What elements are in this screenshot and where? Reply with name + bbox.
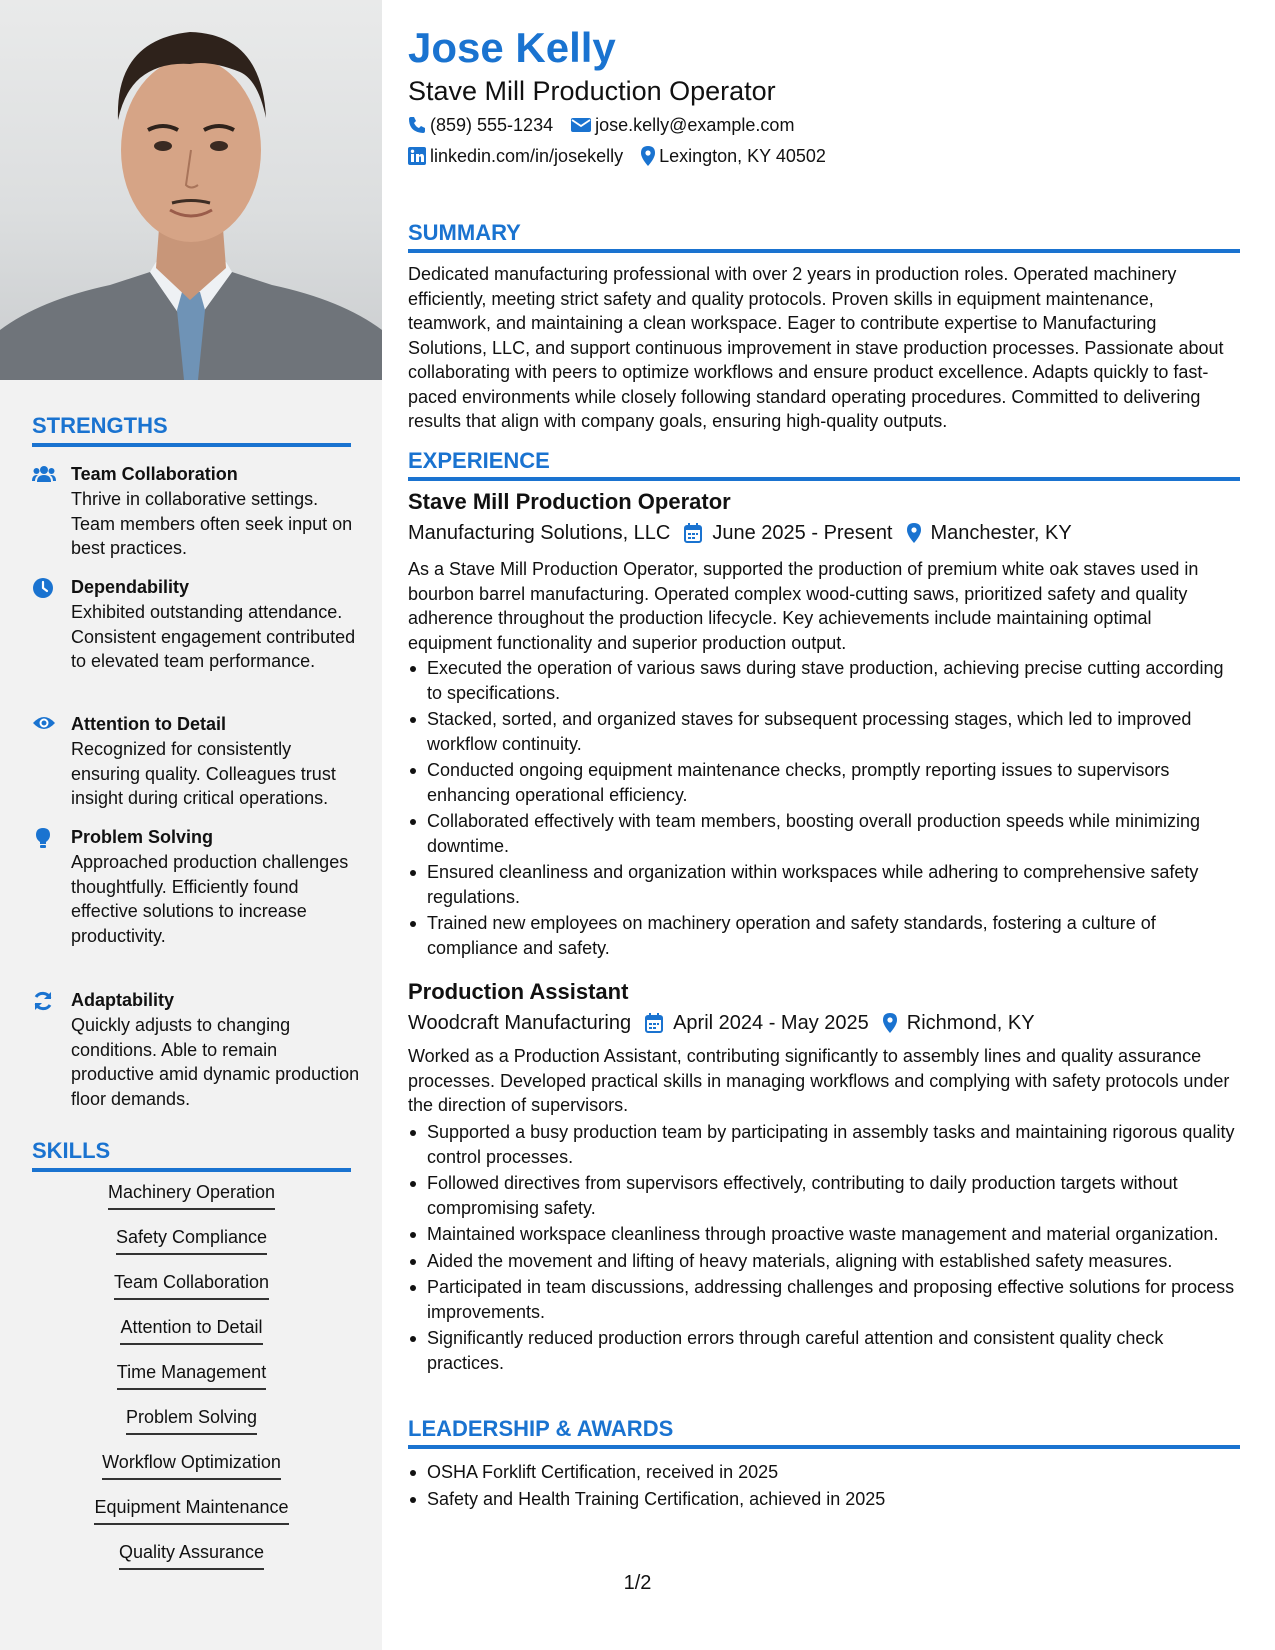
lightbulb-icon <box>32 827 56 849</box>
phone-icon <box>408 116 426 134</box>
strength-description: Thrive in collaborative settings. Team members often seek input on best practices. <box>71 489 353 558</box>
sidebar <box>0 0 382 1650</box>
job-location: Manchester, KY <box>907 520 1072 546</box>
list-item: OSHA Forklift Certification, received in 2025 <box>408 1460 1240 1485</box>
job-dates: April 2024 - May 2025 <box>645 1010 869 1036</box>
skill-item: Team Collaboration <box>32 1270 351 1315</box>
company-name: Manufacturing Solutions, LLC <box>408 522 671 544</box>
eye-icon <box>32 714 56 736</box>
phone-text: (859) 555-1234 <box>430 115 554 135</box>
job-bullets <box>408 656 1240 962</box>
profile-photo <box>0 0 382 380</box>
skills-heading: SKILLS <box>32 1138 351 1172</box>
list-item: Safety and Health Training Certification, achieved in 2025 <box>408 1487 1240 1512</box>
refresh-icon <box>32 990 56 1012</box>
experience-heading: EXPERIENCE <box>408 448 1240 481</box>
candidate-name: Jose Kelly <box>408 24 616 71</box>
list-item: Collaborated effectively with team members, boosting overall production speeds while minimizing downtime. <box>408 809 1240 858</box>
users-icon <box>32 464 56 486</box>
strength-title: Attention to Detail <box>71 714 226 734</box>
skill-item: Machinery Operation <box>32 1180 351 1225</box>
list-item: Supported a busy production team by participating in assembly tasks and maintaining rigorous quality control processes. <box>408 1120 1240 1169</box>
skill-item: Safety Compliance <box>32 1225 351 1270</box>
email-text: jose.kelly@example.com <box>595 115 795 135</box>
linkedin-icon <box>408 147 426 165</box>
strengths-heading: STRENGTHS <box>32 413 351 447</box>
location-text: Lexington, KY 40502 <box>659 146 826 166</box>
calendar-icon <box>645 1013 663 1033</box>
list-item: Aided the movement and lifting of heavy materials, aligning with established safety measures. <box>408 1249 1240 1274</box>
skills-list <box>32 1180 351 1585</box>
awards-heading: LEADERSHIP & AWARDS <box>408 1416 1240 1449</box>
job-dates: June 2025 - Present <box>684 520 892 546</box>
location-contact <box>641 144 826 168</box>
candidate-title: Stave Mill Production Operator <box>408 76 776 106</box>
list-item: Executed the operation of various saws during stave production, achieving precise cutting according to specifications. <box>408 656 1240 705</box>
awards-list <box>408 1460 1240 1513</box>
envelope-icon <box>571 117 591 133</box>
job-bullets <box>408 1120 1240 1377</box>
list-item: Trained new employees on machinery operation and safety standards, fostering a culture of compliance and safety. <box>408 911 1240 960</box>
linkedin-text: linkedin.com/in/josekelly <box>430 146 624 166</box>
list-item: Ensured cleanliness and organization within workspaces while adhering to comprehensive safety regulations. <box>408 860 1240 909</box>
strength-title: Dependability <box>71 577 190 597</box>
strength-title: Team Collaboration <box>71 464 238 484</box>
clock-icon <box>32 577 56 599</box>
calendar-icon <box>684 523 702 543</box>
map-pin-icon <box>907 523 921 543</box>
skill-item: Quality Assurance <box>32 1540 351 1585</box>
strength-title: Adaptability <box>71 990 175 1010</box>
skill-item: Workflow Optimization <box>32 1450 351 1495</box>
job-meta <box>408 520 1086 546</box>
job-title: Stave Mill Production Operator <box>408 489 731 514</box>
job-description: Worked as a Production Assistant, contributing significantly to assembly lines and quality assurance processes. Developed practical skills in managing workflows and complying with safety protocols under the direction of supervisors. <box>408 1046 1230 1115</box>
strength-title: Problem Solving <box>71 827 214 847</box>
list-item: Conducted ongoing equipment maintenance checks, promptly reporting issues to supervisors enhancing operational efficiency. <box>408 758 1240 807</box>
map-pin-icon <box>883 1013 897 1033</box>
list-item: Maintained workspace cleanliness through proactive waste management and material organization. <box>408 1222 1240 1247</box>
job-location: Richmond, KY <box>883 1010 1035 1036</box>
strength-description: Recognized for consistently ensuring quality. Colleagues trust insight during critical operations. <box>71 739 336 808</box>
linkedin-contact[interactable] <box>408 144 623 168</box>
skill-item: Equipment Maintenance <box>32 1495 351 1540</box>
summary-heading: SUMMARY <box>408 220 1240 253</box>
phone-contact[interactable] <box>408 113 553 137</box>
list-item: Significantly reduced production errors through careful attention and consistent quality check practices. <box>408 1326 1240 1375</box>
job-meta <box>408 1010 1049 1036</box>
skill-item: Attention to Detail <box>32 1315 351 1360</box>
list-item: Followed directives from supervisors effectively, contributing to daily production targets without compromising safety. <box>408 1171 1240 1220</box>
skill-item: Problem Solving <box>32 1405 351 1450</box>
contact-row <box>408 113 812 137</box>
map-pin-icon <box>641 146 655 166</box>
contact-row <box>408 144 844 168</box>
strength-description: Exhibited outstanding attendance. Consistent engagement contributed to elevated team performance. <box>71 602 356 671</box>
job-description: As a Stave Mill Production Operator, supported the production of premium white oak staves used in bourbon barrel manufacturing. Operated complex wood-cutting saws, prioritized safety and quality adherence throughout the production lifecycle. Key achievements include maintaining optimal equipment functionality and superior production output. <box>408 559 1199 653</box>
list-item: Stacked, sorted, and organized staves for subsequent processing stages, which led to improved workflow continuity. <box>408 707 1240 756</box>
page-number: 1/2 <box>623 1572 652 1594</box>
strength-description: Quickly adjusts to changing conditions. Able to remain productive amid dynamic production floor demands. <box>71 1015 360 1109</box>
email-contact[interactable] <box>571 113 794 137</box>
company-name: Woodcraft Manufacturing <box>408 1012 632 1034</box>
strength-description: Approached production challenges thoughtfully. Efficiently found effective solutions to increase productivity. <box>71 852 349 946</box>
list-item: Participated in team discussions, addressing challenges and proposing effective solutions for process improvements. <box>408 1275 1240 1324</box>
summary-text: Dedicated manufacturing professional with over 2 years in production roles. Operated machinery efficiently, meeting strict safety and quality protocols. Proven skills in equipment maintenance, teamwork, and maintaining a clean workspace. Eager to contribute expertise to Manufacturing Solutions, LLC, and support continuous improvement in stave production processes. Passionate about collaborating with peers to optimize workflows and ensure product excellence. Adapts quickly to fast-paced environments while closely following standard operating procedures. Committed to delivering results that align with company goals, ensuring high-quality outputs. <box>408 264 1224 431</box>
skill-item: Time Management <box>32 1360 351 1405</box>
job-title: Production Assistant <box>408 979 629 1004</box>
